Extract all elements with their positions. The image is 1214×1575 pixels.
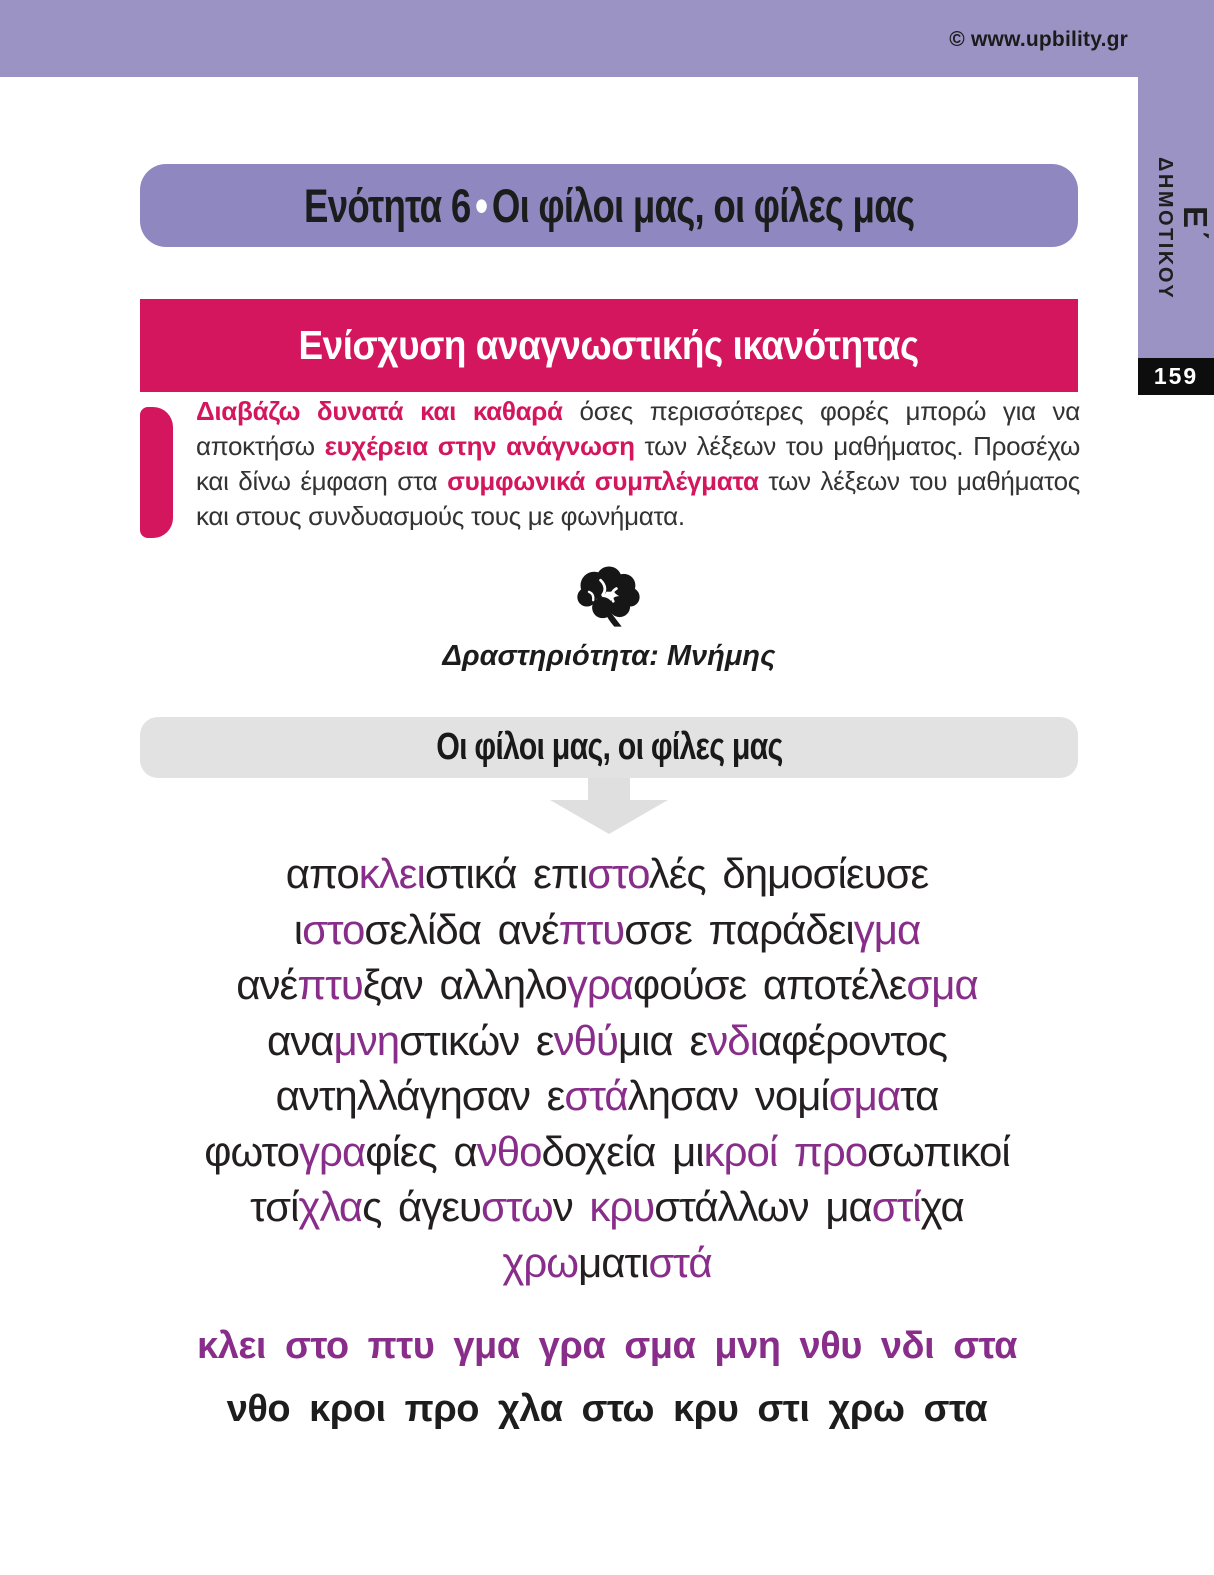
word-segment: δημοσίευσε [722,850,929,897]
word-segment: λησαν [627,1072,739,1119]
word-segment: φίες [365,1127,437,1175]
intro-plain-text: των λέξεων του μαθήματος. Προσέχω και δίνω έμφαση στα [196,431,1080,496]
highlighted-cluster: στά [564,1072,628,1119]
word-segment: αντηλλάγησαν [275,1072,530,1119]
highlighted-cluster: πτυ [558,905,625,953]
word [498,906,692,953]
word-segment: αφέροντος [757,1016,947,1064]
word [722,850,928,897]
highlighted-cluster: νθύ [553,1016,618,1064]
word-segment: σωπικοί [867,1127,1010,1175]
highlighted-cluster: μνη [333,1016,400,1064]
word [250,1183,381,1230]
page-number-badge: 159 [1138,358,1214,395]
word [533,850,706,897]
word-segment: φούσε [633,961,747,1008]
word-segment: ς [362,1183,382,1230]
word [439,961,746,1008]
word-segment: ν [552,1183,573,1230]
word-segment: τσί [250,1183,299,1230]
highlighted-cluster: προ [793,1127,868,1175]
word-segment: ξαν [362,961,423,1008]
intro-highlight: Διαβάζω δυνατά και καθαρά [196,396,563,426]
word-segment: επι [533,850,588,897]
word-line [118,1235,1096,1291]
activity-icon-wrap [140,564,1078,633]
unit-title-banner [140,164,1078,247]
word-list [118,846,1096,1290]
word [689,1017,947,1064]
unit-title-suffix: Οι φίλοι μας, οι φίλες μας [491,179,915,232]
intro-plain-text: όσες περισσότερες φορές μπορώ για να αποκτήσω [196,396,1080,461]
word-segment: ε [546,1072,565,1119]
highlighted-cluster: γμα [853,905,921,953]
word [276,1072,530,1119]
word-segment: ε [535,1016,554,1064]
word [672,1128,777,1175]
word [236,961,423,1008]
word-segment: μα [825,1183,872,1230]
word [294,906,481,953]
highlighted-cluster: κροί [703,1127,778,1175]
word-segment: ματι [578,1238,649,1286]
word-segment: παράδει [708,905,854,953]
down-arrow-wrap [140,778,1078,840]
section-title-text: Ενίσχυση αναγνωστικής ικανότητας [298,322,920,368]
word-segment: χα [920,1183,964,1230]
word-line [118,846,1096,902]
word-line [118,1124,1096,1180]
word-segment: στάλλων [654,1183,809,1230]
word-segment: δοχεία [541,1127,656,1175]
word [204,1128,437,1175]
word-segment: α [453,1127,477,1175]
word [794,1128,1010,1175]
word-segment: αποτέλε [762,961,907,1008]
unit-title-prefix: Ενότητα 6 [303,179,471,232]
highlighted-cluster: κρυ [589,1183,655,1230]
word [502,1239,711,1286]
grade-side-tab [1138,77,1214,358]
bullet-separator: • [474,179,488,232]
word [398,1183,573,1230]
brain-icon [571,564,647,628]
word [453,1128,655,1175]
word-segment: αλληλο [439,961,567,1008]
down-arrow-icon [549,778,669,835]
word-line [118,1013,1096,1069]
intro-plain-text: των λέξεων του μαθήματος και στους συνδυασμούς τους με φωνήματα. [196,466,1080,531]
word-segment: άγευ [398,1183,482,1230]
intro-highlight: ευχέρεια στην ανάγνωση [324,431,635,461]
word-line [118,902,1096,958]
activity-label: Δραστηριότητα: Μνήμης [442,640,776,672]
word-segment: στικών [399,1016,520,1064]
word [708,906,920,953]
highlighted-cluster: χρω [502,1238,579,1286]
highlighted-cluster: στο [587,850,649,897]
word-segment: απο [285,850,359,897]
clusters-line-black: νθο κροι προ χλα στω κρυ στι χρω στα [226,1388,988,1430]
word-segment: ανα [266,1016,334,1064]
word [755,1072,939,1119]
highlighted-cluster: γρα [299,1127,366,1175]
unit-title-text [304,178,914,233]
word [763,961,978,1008]
highlighted-cluster: νθο [476,1127,542,1175]
copyright-text: © www.upbility.gr [949,28,1128,51]
word-line [118,1068,1096,1124]
word [286,850,517,897]
word-segment: φωτο [204,1127,300,1175]
word-segment: τα [900,1072,939,1119]
accent-bar [140,407,173,538]
word-segment: σελίδα [364,905,481,953]
highlighted-cluster: κλει [358,850,425,897]
word [547,1072,739,1119]
word-segment: στικά [424,850,517,897]
word-segment: σσε [624,905,692,953]
section-title-banner [140,299,1078,392]
intro-highlight: συμφωνικά συμπλέγματα [447,466,759,496]
clusters-line-purple: κλει στο πτυ γμα γρα σμα μνη νθυ νδι στα [197,1325,1017,1367]
instructions-paragraph [196,394,1080,534]
highlighted-cluster: στά [648,1238,712,1286]
topic-banner [140,717,1078,778]
word-segment: ανέ [236,961,298,1008]
word-line [118,1179,1096,1235]
highlighted-cluster: σμα [828,1072,901,1119]
highlighted-cluster: στο [302,905,365,953]
grade-vertical-label [1138,99,1214,349]
grade-label: Ε΄ [1177,205,1214,243]
highlighted-cluster: στω [481,1183,553,1230]
word [589,1183,808,1230]
word-segment: ε [689,1016,708,1064]
word-segment: ανέ [497,905,559,953]
top-bar [0,0,1214,77]
word-segment: ι [293,905,303,953]
word-segment: μια [617,1016,673,1064]
highlighted-cluster: χλα [298,1183,363,1230]
highlighted-cluster: γρα [566,961,633,1008]
word-segment: μι [672,1127,704,1175]
word-segment: νομί [754,1072,829,1119]
word-segment: λές [648,850,706,897]
topic-banner-text: Οι φίλοι μας, οι φίλες μας [435,726,783,768]
highlighted-cluster: σμα [906,961,978,1008]
word [536,1017,673,1064]
highlighted-cluster: στί [871,1183,921,1230]
word [825,1183,964,1230]
school-level-label: ΔΗΜΟΤΙΚΟΥ [1154,157,1176,301]
highlighted-cluster: πτυ [297,961,363,1008]
highlighted-cluster: νδι [707,1016,758,1064]
word-line [118,957,1096,1013]
word [267,1017,519,1064]
